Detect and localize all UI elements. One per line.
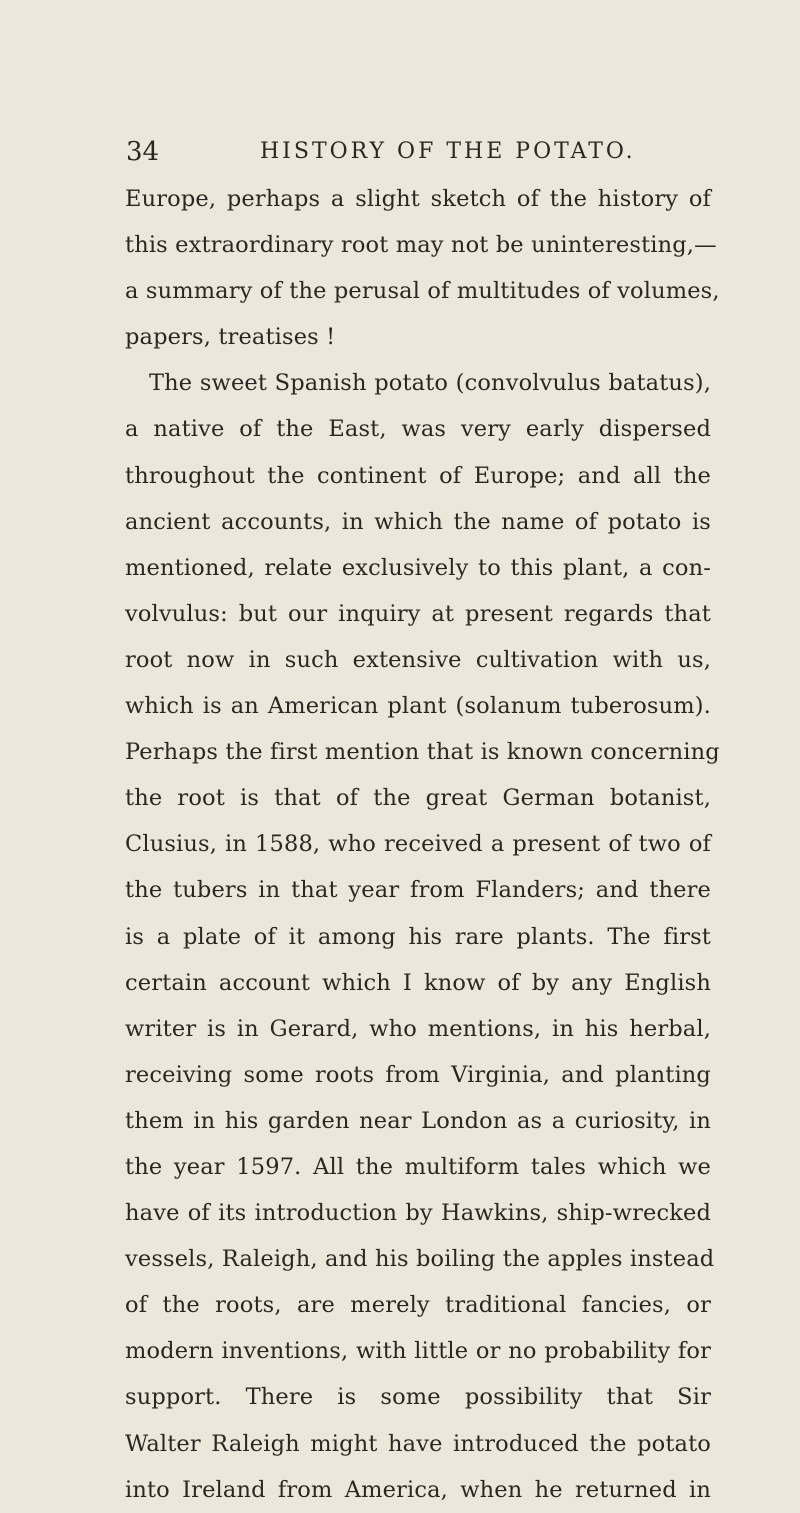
text-line: mentioned, relate exclusively to this plant, a con- [125, 554, 711, 581]
text-line: a native of the East, was very early dispersed [125, 416, 711, 443]
text-line: the year 1597. All the multiform tales which we [125, 1153, 711, 1180]
running-title: HISTORY OF THE POTATO. [260, 139, 636, 164]
text-line: is a plate of it among his rare plants. The first [125, 923, 711, 950]
text-line: the root is that of the great German botanist, [125, 785, 711, 812]
text-line: receiving some roots from Virginia, and planting [125, 1061, 711, 1088]
text-line: into Ireland from America, when he returned in [125, 1476, 711, 1503]
text-line: volvulus: but our inquiry at present regards that [125, 600, 711, 627]
text-line: vessels, Raleigh, and his boiling the apples instead [125, 1246, 715, 1273]
body-text [125, 176, 720, 1513]
text-line: modern inventions, with little or no probability for [125, 1338, 711, 1365]
page-header [126, 132, 710, 172]
text-line: Clusius, in 1588, who received a present of two of [125, 831, 711, 858]
text-line: have of its introduction by Hawkins, ship-wrecked [125, 1200, 711, 1227]
text-line: the tubers in that year from Flanders; and there [125, 877, 711, 904]
text-line: Europe, perhaps a slight sketch of the history of [125, 186, 711, 212]
text-line: throughout the continent of Europe; and all the [125, 462, 711, 489]
text-line: of the roots, are merely traditional fancies, or [125, 1292, 711, 1319]
text-line: support. There is some possibility that Sir [125, 1384, 711, 1411]
text-line: which is an American plant (solanum tuberosum). [125, 693, 711, 720]
text-line: writer is in Gerard, who mentions, in his herbal, [125, 1015, 711, 1042]
text-line: papers, treatises ! [125, 324, 336, 351]
text-line: certain account which I know of by any English [125, 969, 711, 996]
text-line: Walter Raleigh might have introduced the potato [125, 1430, 711, 1457]
text-line: ancient accounts, in which the name of potato is [125, 508, 711, 535]
paragraph-start-line: The sweet Spanish potato (convolvulus batatus), [149, 370, 711, 397]
page-number: 34 [126, 137, 160, 167]
text-line: Perhaps the first mention that is known concerning [125, 739, 720, 766]
text-line: a summary of the perusal of multitudes of volumes, [125, 278, 720, 305]
text-line: root now in such extensive cultivation with us, [125, 646, 711, 673]
text-line: them in his garden near London as a curiosity, in [125, 1107, 711, 1134]
text-line: this extraordinary root may not be uninteresting,— [125, 232, 717, 259]
